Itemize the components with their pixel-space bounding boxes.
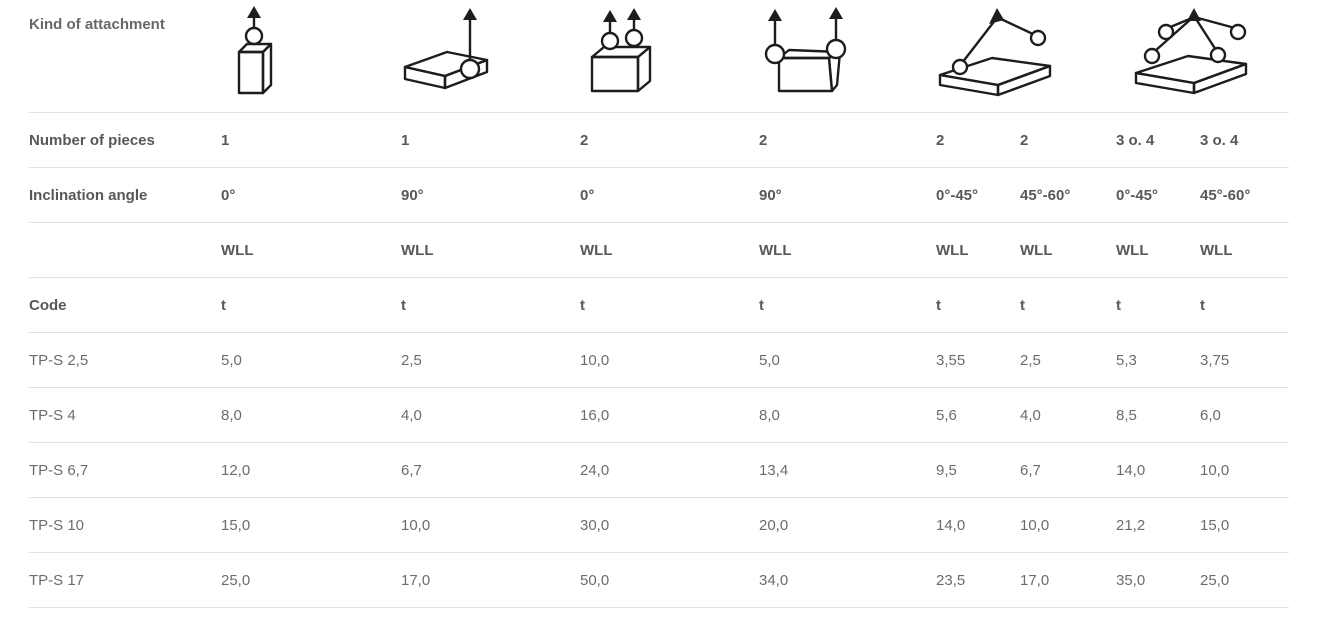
- tp-s-10-row-value-1: 10,0: [401, 498, 580, 553]
- tp-s-2-5-row-value-7: 3,75: [1200, 333, 1289, 388]
- tp-s-17-row-value-2: 50,0: [580, 553, 759, 608]
- tp-s-4-row-value-0: 8,0: [221, 388, 401, 443]
- inclination-angle-row-value-2: 0°: [580, 168, 759, 223]
- tp-s-4-row: [29, 388, 1289, 443]
- tp-s-4-row-value-5: 4,0: [1020, 388, 1116, 443]
- tp-s-17-row-value-3: 34,0: [759, 553, 936, 608]
- inclination-angle-row: [29, 168, 1289, 223]
- tp-s-17-row-value-7: 25,0: [1200, 553, 1289, 608]
- wll-row-value-7: WLL: [1200, 223, 1289, 278]
- wll-row-value-3: WLL: [759, 223, 936, 278]
- number-of-pieces-row: [29, 113, 1289, 168]
- number-of-pieces-row-value-3: 2: [759, 113, 936, 168]
- tp-s-4-row-value-6: 8,5: [1116, 388, 1200, 443]
- number-of-pieces-row-value-4: 2: [936, 113, 1020, 168]
- tp-s-4-row-value-2: 16,0: [580, 388, 759, 443]
- tp-s-2-5-row-value-2: 10,0: [580, 333, 759, 388]
- tp-s-4-row-value-3: 8,0: [759, 388, 936, 443]
- tp-s-2-5-row-value-3: 5,0: [759, 333, 936, 388]
- tp-s-10-row-value-6: 21,2: [1116, 498, 1200, 553]
- tp-s-17-row-value-6: 35,0: [1116, 553, 1200, 608]
- tp-s-10-row-value-7: 15,0: [1200, 498, 1289, 553]
- wll-row: [29, 223, 1289, 278]
- code-unit-row-label: Code: [29, 278, 221, 333]
- kind-of-attachment-row: [29, 0, 1289, 113]
- inclination-angle-row-value-6: 0°-45°: [1116, 168, 1200, 223]
- inclination-angle-row-value-1: 90°: [401, 168, 580, 223]
- tp-s-17-row-value-0: 25,0: [221, 553, 401, 608]
- single-leg-vertical-lift-icon: [221, 5, 281, 97]
- two-leg-angled-sling-icon: [936, 5, 1056, 97]
- tp-s-2-5-row-value-4: 3,55: [936, 333, 1020, 388]
- tp-s-10-row-value-4: 14,0: [936, 498, 1020, 553]
- tp-s-6-7-row-value-4: 9,5: [936, 443, 1020, 498]
- tp-s-17-row-value-5: 17,0: [1020, 553, 1116, 608]
- wll-row-value-4: WLL: [936, 223, 1020, 278]
- tp-s-17-row-label: TP-S 17: [29, 553, 221, 608]
- tp-s-10-row: [29, 498, 1289, 553]
- tp-s-2-5-row: [29, 333, 1289, 388]
- wll-spec-table: [29, 0, 1289, 608]
- tp-s-2-5-row-value-1: 2,5: [401, 333, 580, 388]
- tp-s-2-5-row-value-5: 2,5: [1020, 333, 1116, 388]
- wll-row-value-5: WLL: [1020, 223, 1116, 278]
- tp-s-17-row: [29, 553, 1289, 608]
- two-leg-edge-lift-90deg-icon: [759, 5, 851, 97]
- wll-row-value-1: WLL: [401, 223, 580, 278]
- number-of-pieces-row-value-0: 1: [221, 113, 401, 168]
- tp-s-6-7-row-value-6: 14,0: [1116, 443, 1200, 498]
- tp-s-6-7-row-value-0: 12,0: [221, 443, 401, 498]
- code-unit-row-value-0: t: [221, 278, 401, 333]
- number-of-pieces-row-value-2: 2: [580, 113, 759, 168]
- single-leg-side-lift-90deg-icon: [401, 5, 491, 97]
- code-unit-row: [29, 278, 1289, 333]
- number-of-pieces-row-value-1: 1: [401, 113, 580, 168]
- four-leg-angled-sling-icon: [1132, 5, 1252, 97]
- tp-s-17-row-value-4: 23,5: [936, 553, 1020, 608]
- tp-s-10-row-value-2: 30,0: [580, 498, 759, 553]
- wll-row-value-6: WLL: [1116, 223, 1200, 278]
- tp-s-6-7-row-label: TP-S 6,7: [29, 443, 221, 498]
- tp-s-4-row-value-7: 6,0: [1200, 388, 1289, 443]
- tp-s-2-5-row-value-0: 5,0: [221, 333, 401, 388]
- tp-s-10-row-value-3: 20,0: [759, 498, 936, 553]
- wll-row-value-2: WLL: [580, 223, 759, 278]
- tp-s-6-7-row-value-1: 6,7: [401, 443, 580, 498]
- tp-s-6-7-row: [29, 443, 1289, 498]
- number-of-pieces-row-value-5: 2: [1020, 113, 1116, 168]
- tp-s-6-7-row-value-5: 6,7: [1020, 443, 1116, 498]
- code-unit-row-value-6: t: [1116, 278, 1200, 333]
- tp-s-6-7-row-value-7: 10,0: [1200, 443, 1289, 498]
- tp-s-2-5-row-value-6: 5,3: [1116, 333, 1200, 388]
- inclination-angle-row-value-5: 45°-60°: [1020, 168, 1116, 223]
- kind-of-attachment-label: Kind of attachment: [29, 16, 165, 33]
- tp-s-10-row-value-0: 15,0: [221, 498, 401, 553]
- inclination-angle-row-label: Inclination angle: [29, 168, 221, 223]
- tp-s-6-7-row-value-3: 13,4: [759, 443, 936, 498]
- inclination-angle-row-value-0: 0°: [221, 168, 401, 223]
- number-of-pieces-row-value-6: 3 o. 4: [1116, 113, 1200, 168]
- code-unit-row-value-1: t: [401, 278, 580, 333]
- tp-s-2-5-row-label: TP-S 2,5: [29, 333, 221, 388]
- code-unit-row-value-7: t: [1200, 278, 1289, 333]
- tp-s-10-row-label: TP-S 10: [29, 498, 221, 553]
- tp-s-4-row-value-1: 4,0: [401, 388, 580, 443]
- tp-s-10-row-value-5: 10,0: [1020, 498, 1116, 553]
- tp-s-4-row-value-4: 5,6: [936, 388, 1020, 443]
- wll-row-value-0: WLL: [221, 223, 401, 278]
- inclination-angle-row-value-3: 90°: [759, 168, 936, 223]
- code-unit-row-value-5: t: [1020, 278, 1116, 333]
- number-of-pieces-row-value-7: 3 o. 4: [1200, 113, 1289, 168]
- tp-s-4-row-label: TP-S 4: [29, 388, 221, 443]
- tp-s-17-row-value-1: 17,0: [401, 553, 580, 608]
- inclination-angle-row-value-4: 0°-45°: [936, 168, 1020, 223]
- code-unit-row-value-2: t: [580, 278, 759, 333]
- number-of-pieces-row-label: Number of pieces: [29, 113, 221, 168]
- two-leg-vertical-lift-icon: [580, 5, 660, 97]
- wll-row-label: [29, 223, 221, 278]
- code-unit-row-value-4: t: [936, 278, 1020, 333]
- inclination-angle-row-value-7: 45°-60°: [1200, 168, 1289, 223]
- tp-s-6-7-row-value-2: 24,0: [580, 443, 759, 498]
- code-unit-row-value-3: t: [759, 278, 936, 333]
